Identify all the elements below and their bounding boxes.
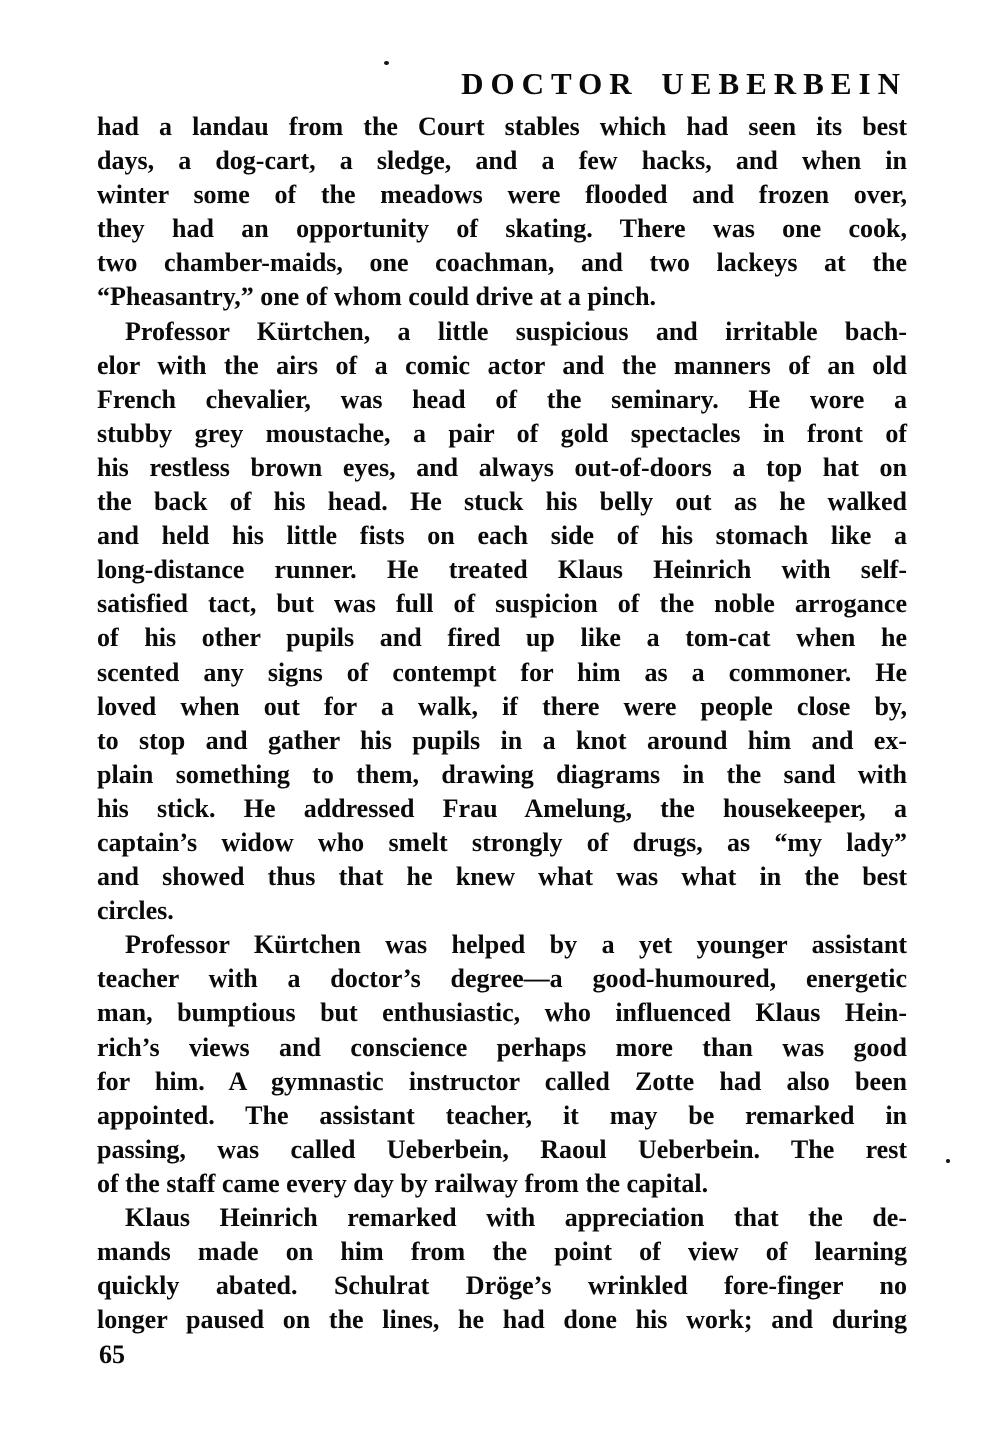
text-line: the back of his head. He stuck his belly out as he walked [97, 487, 907, 517]
text-line: and showed thus that he knew what was what in the best [97, 862, 907, 892]
text-line: teacher with a doctor’s degree—a good-humoured, energetic [97, 964, 907, 994]
text-line: winter some of the meadows were flooded and frozen over, [97, 180, 907, 210]
ink-speck [946, 1159, 950, 1163]
text-line: rich’s views and conscience perhaps more than was good [97, 1032, 907, 1062]
running-header: DOCTOR UEBERBEIN [461, 66, 907, 101]
text-line: captain’s widow who smelt strongly of drugs, as “my lady” [97, 827, 907, 857]
text-line: for him. A gymnastic instructor called Zotte had also been [97, 1066, 907, 1096]
text-line: longer paused on the lines, he had done his work; and during [97, 1305, 907, 1335]
text-line: Professor Kürtchen, a little suspicious and irritable bach- [125, 316, 907, 346]
text-line: plain something to them, drawing diagrams in the sand with [97, 759, 907, 789]
text-line: passing, was called Ueberbein, Raoul Ueberbein. The rest [97, 1134, 907, 1164]
text-line: of his other pupils and fired up like a tom-cat when he [97, 623, 907, 653]
text-line: days, a dog-cart, a sledge, and a few hacks, and when in [97, 146, 907, 176]
page-number: 65 [99, 1340, 125, 1369]
text-line: his stick. He addressed Frau Amelung, the housekeeper, a [97, 793, 907, 823]
text-line: loved when out for a walk, if there were people close by, [97, 691, 907, 721]
text-line: and held his little fists on each side of his stomach like a [97, 521, 907, 551]
text-line: of the staff came every day by railway from the capital. [97, 1168, 709, 1198]
text-line: quickly abated. Schulrat Dröge’s wrinkled fore-finger no [97, 1271, 907, 1301]
text-line: had a landau from the Court stables which had seen its best [97, 112, 907, 141]
text-line: Klaus Heinrich remarked with appreciation that the de- [125, 1203, 907, 1232]
text-line: satisfied tact, but was full of suspicion of the noble arrogance [97, 589, 907, 619]
text-line: “Pheasantry,” one of whom could drive at a pinch. [97, 282, 657, 312]
text-line: appointed. The assistant teacher, it may be remarked in [97, 1100, 907, 1130]
text-line: stubby grey moustache, a pair of gold spectacles in front of [97, 418, 907, 448]
text-line: two chamber-maids, one coachman, and two lackeys at the [97, 248, 907, 278]
text-line: elor with the airs of a comic actor and the manners of an old [97, 350, 907, 380]
text-line: to stop and gather his pupils in a knot around him and ex- [97, 725, 907, 755]
text-line: French chevalier, was head of the seminary. He wore a [97, 384, 907, 414]
text-line: long-distance runner. He treated Klaus Heinrich with self- [97, 555, 907, 585]
text-line: mands made on him from the point of view of learning [97, 1237, 907, 1267]
text-line: his restless brown eyes, and always out-of-doors a top hat on [97, 452, 907, 482]
text-line: scented any signs of contempt for him as a commoner. He [97, 657, 907, 687]
body-text [97, 110, 907, 1337]
text-line: man, bumptious but enthusiastic, who influenced Klaus Hein- [97, 998, 907, 1028]
text-line: they had an opportunity of skating. There was one cook, [97, 214, 907, 244]
ink-speck [384, 61, 389, 65]
text-line: circles. [97, 896, 174, 926]
text-line: Professor Kürtchen was helped by a yet younger assistant [125, 930, 907, 960]
